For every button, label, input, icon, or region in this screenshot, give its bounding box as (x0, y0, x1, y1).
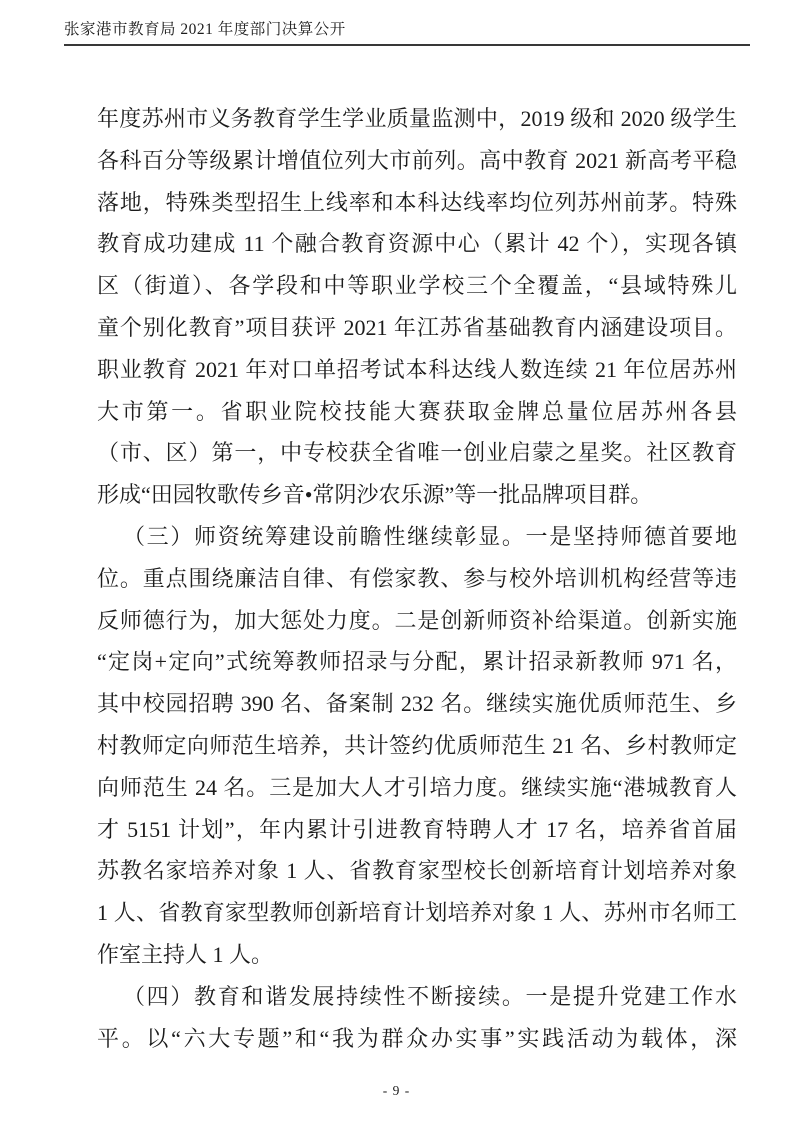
body-line: 落地，特殊类型招生上线率和本科达线率均位列苏州前茅。特殊 (97, 189, 737, 215)
body-line: 才 5151 计划”，年内累计引进教育特聘人才 17 名，培养省首届 (97, 816, 737, 842)
body-line: 各科百分等级累计增值位列大市前列。高中教育 2021 新高考平稳 (97, 147, 737, 173)
body-line: 苏教名家培养对象 1 人、省教育家型校长创新培育计划培养对象 (97, 858, 737, 884)
body-line: 其中校园招聘 390 名、备案制 232 名。继续实施优质师范生、乡 (97, 691, 737, 717)
page-footer (0, 1082, 793, 1100)
body-line: 位。重点围绕廉洁自律、有偿家教、参与校外培训机构经营等违 (97, 565, 737, 591)
body-line: 向师范生 24 名。三是加大人才引培力度。继续实施“港城教育人 (97, 774, 737, 800)
body-line: 作室主持人 1 人。 (97, 941, 274, 967)
body-line: 教育成功建成 11 个融合教育资源中心（累计 42 个），实现各镇 (97, 231, 737, 257)
body-line: 大市第一。省职业院校技能大赛获取金牌总量位居苏州各县 (97, 398, 737, 424)
body-line: 童个别化教育”项目获评 2021 年江苏省基础教育内涵建设项目。 (97, 314, 737, 340)
body-line-paragraph-start: （四）教育和谐发展持续性不断接续。一是提升党建工作水 (123, 983, 737, 1009)
body-line: （市、区）第一，中专校获全省唯一创业启蒙之星奖。社区教育 (97, 440, 737, 466)
body-line: 平。以“六大专题”和“我为群众办实事”实践活动为载体，深 (97, 1025, 737, 1051)
body-line-paragraph-start: （三）师资统筹建设前瞻性继续彰显。一是坚持师德首要地 (123, 523, 737, 549)
body-line: 反师德行为，加大惩处力度。二是创新师资补给渠道。创新实施 (97, 607, 737, 633)
body-line: 区（街道）、各学段和中等职业学校三个全覆盖，“县域特殊儿 (97, 273, 737, 299)
header-title: 张家港市教育局 2021 年度部门决算公开 (64, 21, 346, 38)
body-line: 村教师定向师范生培养，共计签约优质师范生 21 名、乡村教师定 (97, 732, 737, 758)
body-line: 形成“田园牧歌传乡音•常阴沙农乐源”等一批品牌项目群。 (97, 482, 653, 508)
document-body (97, 98, 737, 1059)
body-line: 年度苏州市义务教育学生学业质量监测中，2019 级和 2020 级学生 (97, 106, 737, 131)
body-line: 1 人、省教育家型教师创新培育计划培养对象 1 人、苏州市名师工 (97, 900, 737, 926)
page-header (64, 21, 750, 46)
page-number: - 9 - (382, 1083, 411, 1098)
body-line: “定岗+定向”式统筹教师招录与分配，累计招录新教师 971 名， (97, 649, 737, 675)
body-line: 职业教育 2021 年对口单招考试本科达线人数连续 21 年位居苏州 (97, 356, 737, 382)
